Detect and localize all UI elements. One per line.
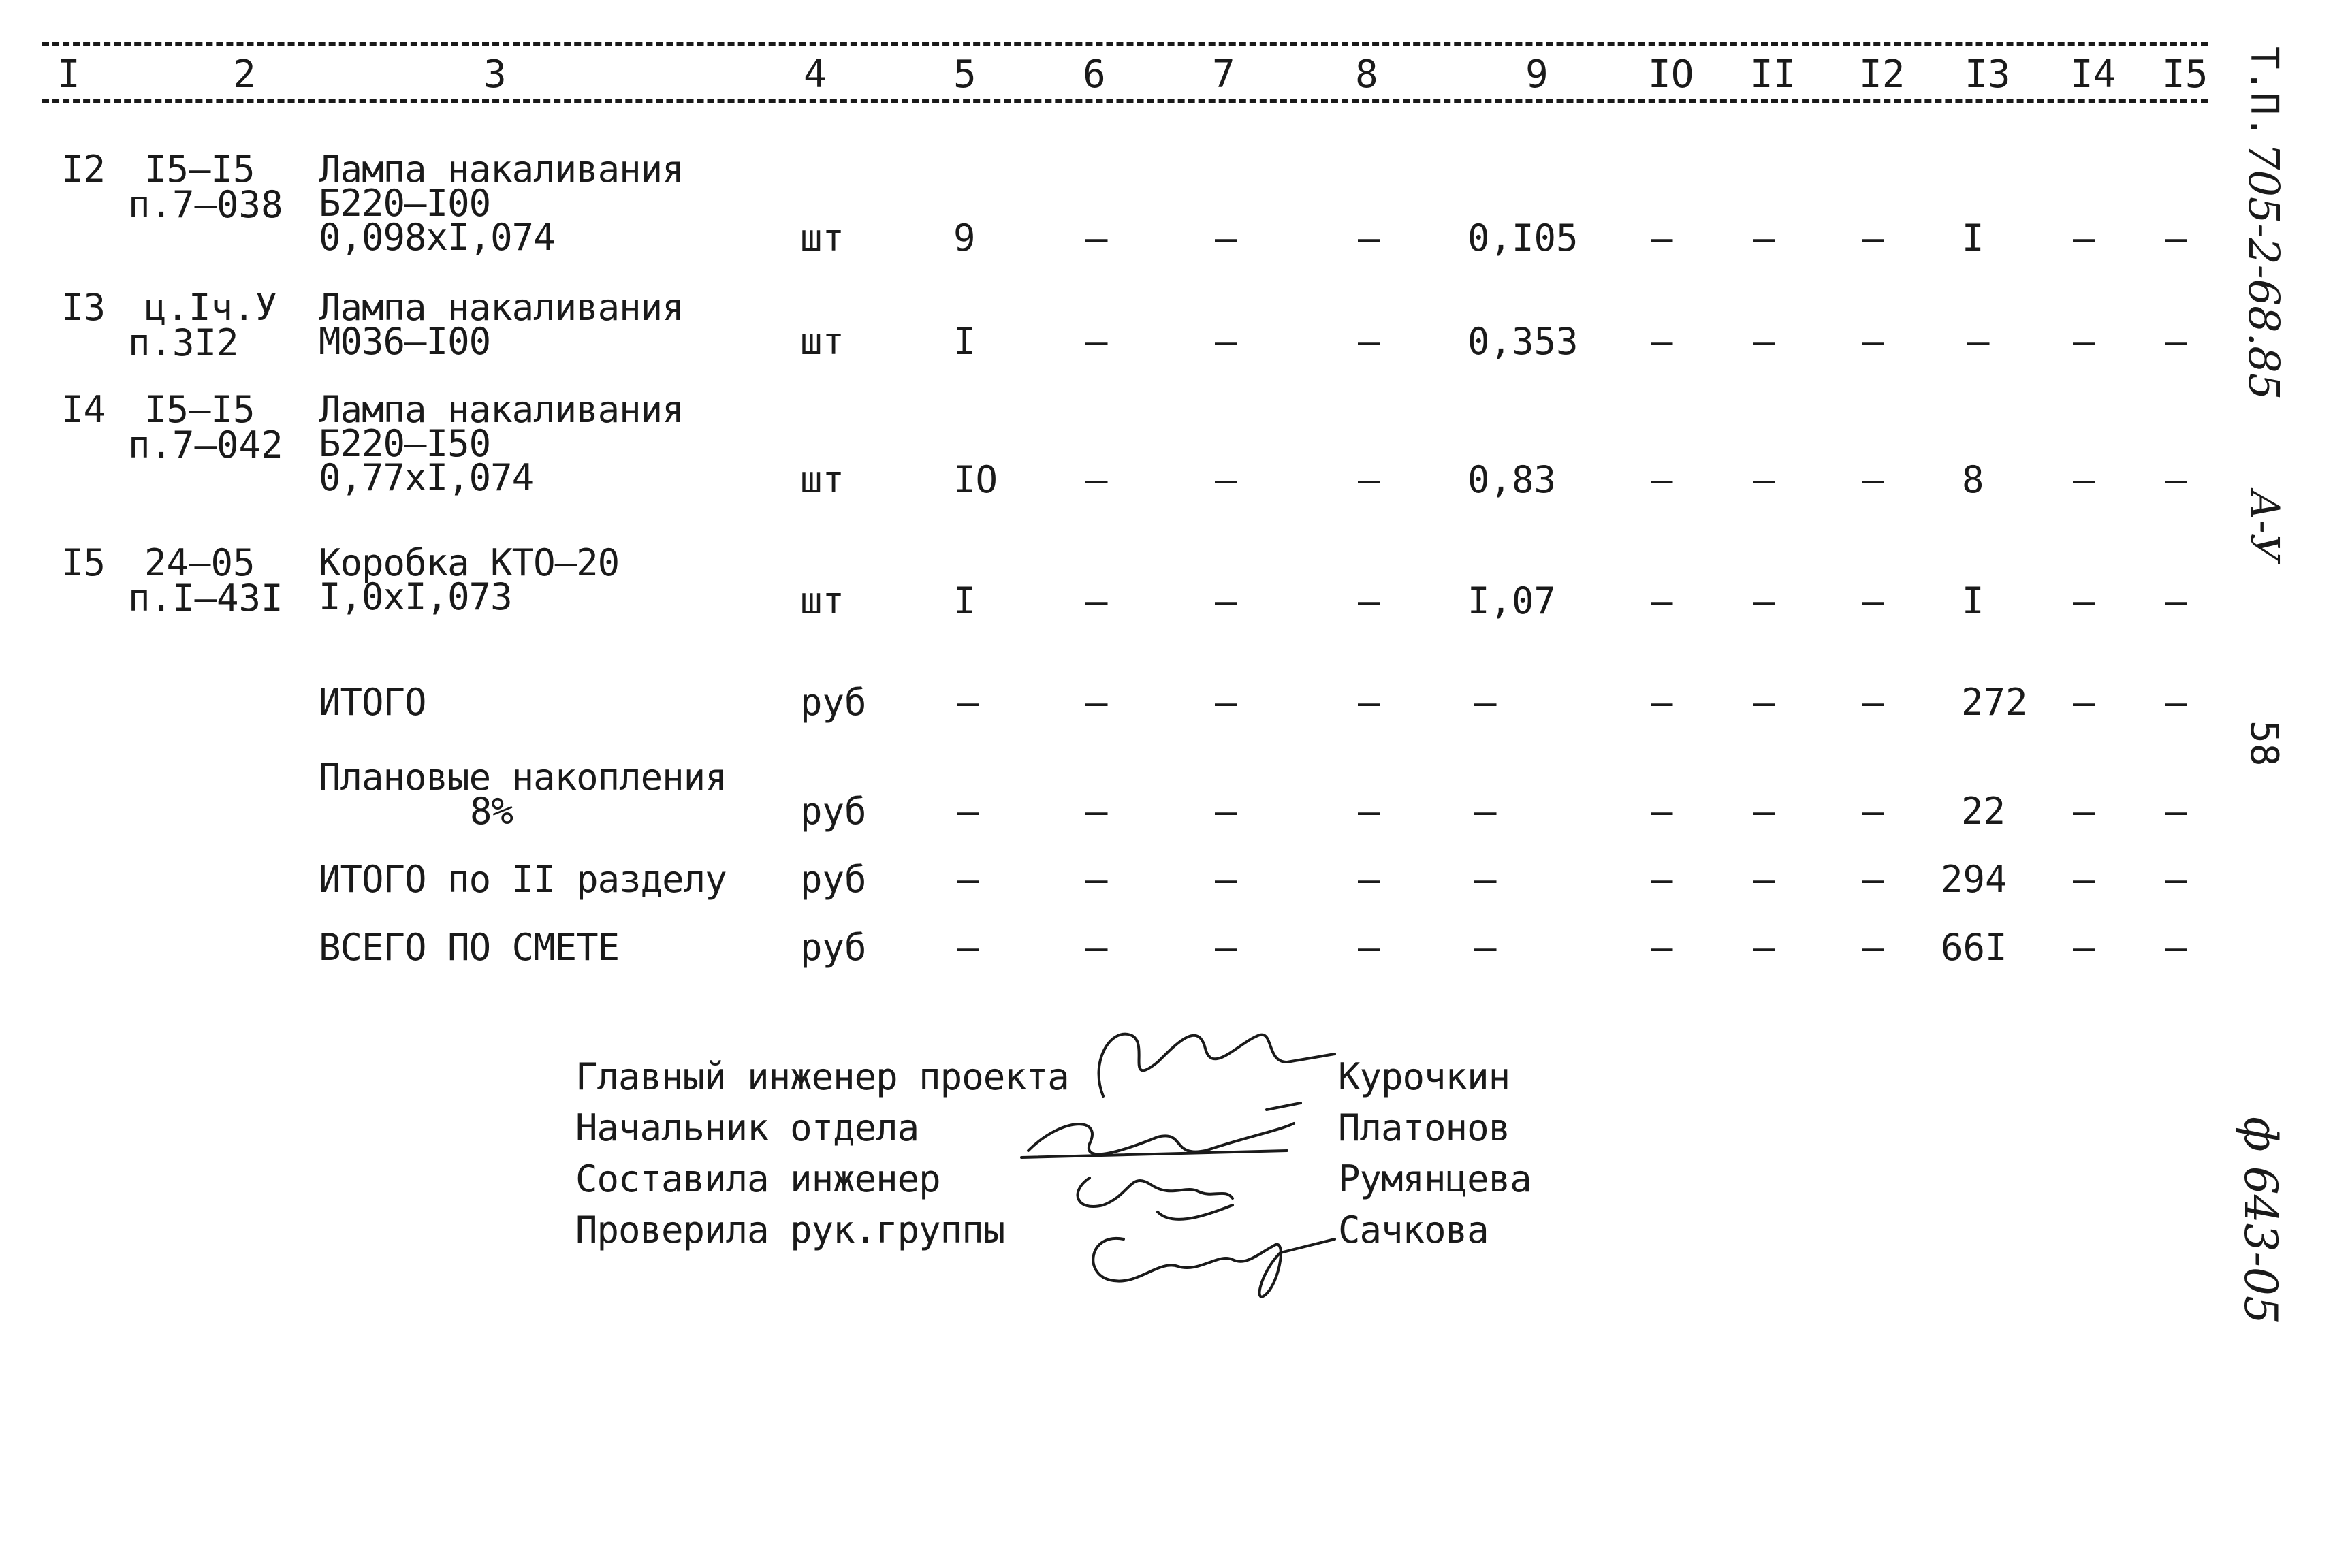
row-code: ц.Iч.У: [144, 286, 278, 329]
header-col-9: 9: [1525, 52, 1549, 97]
signature-role: Составила инженер: [575, 1157, 940, 1200]
total-c7: –: [1215, 926, 1237, 969]
row-c9: 0,353: [1467, 320, 1578, 363]
total-c13: 294: [1941, 858, 2007, 901]
total-col5: –: [957, 790, 979, 833]
row-c14: –: [2073, 320, 2095, 363]
row-c13: I: [1962, 579, 1984, 622]
signature-name: Курочкин: [1338, 1055, 1510, 1098]
total-c9: –: [1474, 681, 1497, 724]
total-c14: –: [2073, 681, 2095, 724]
signature-name: Сачкова: [1338, 1209, 1489, 1251]
signature-sachkova: [1093, 1238, 1335, 1297]
row-c11: –: [1753, 320, 1775, 363]
total-c15: –: [2165, 858, 2187, 901]
total-c9: –: [1474, 926, 1497, 969]
row-code: I5–I5: [144, 148, 255, 191]
total-col5: –: [957, 681, 979, 724]
row-code: п.I–43I: [128, 577, 283, 620]
row-code: I5–I5: [144, 388, 255, 431]
row-c7: –: [1215, 217, 1237, 259]
row-unit: шт: [800, 320, 845, 363]
row-c8: –: [1358, 320, 1380, 363]
total-c14: –: [2073, 926, 2095, 969]
total-c7: –: [1215, 858, 1237, 901]
total-c12: –: [1862, 681, 1884, 724]
row-col5: IO: [953, 458, 998, 501]
total-c9: –: [1474, 790, 1497, 833]
total-c7: –: [1215, 681, 1237, 724]
row-c11: –: [1753, 458, 1775, 501]
total-c9: –: [1474, 858, 1497, 901]
total-c11: –: [1753, 926, 1775, 969]
row-name-line: 0,098хI,074: [319, 216, 555, 259]
row-code: п.7–038: [128, 183, 283, 226]
total-name-line: 8%: [470, 790, 513, 833]
total-c15: –: [2165, 681, 2187, 724]
header-col-3: 3: [483, 52, 507, 97]
row-c12: –: [1862, 217, 1884, 259]
row-c8: –: [1358, 579, 1380, 622]
total-c14: –: [2073, 790, 2095, 833]
total-c6: –: [1085, 926, 1108, 969]
total-col5: –: [957, 858, 979, 901]
row-name-line: М036–I00: [319, 320, 491, 363]
row-c12: –: [1862, 320, 1884, 363]
total-c13: 66I: [1941, 926, 2007, 969]
row-c13: –: [1967, 320, 1990, 363]
row-unit: шт: [800, 458, 845, 501]
row-name-line: Коробка КТО–20: [319, 541, 620, 584]
signature-role: Главный инженер проекта: [575, 1055, 1069, 1098]
row-c14: –: [2073, 579, 2095, 622]
row-name-line: 0,77хI,074: [319, 456, 534, 499]
total-c6: –: [1085, 858, 1108, 901]
total-c10: –: [1651, 858, 1673, 901]
row-c10: –: [1651, 579, 1673, 622]
row-code: 24–05: [144, 541, 255, 584]
header-col-8: 8: [1355, 52, 1378, 97]
header-col-14: I4: [2070, 52, 2116, 97]
row-c7: –: [1215, 458, 1237, 501]
row-c7: –: [1215, 579, 1237, 622]
inventory-number: ф 643-05: [2234, 1117, 2287, 1324]
total-c12: –: [1862, 858, 1884, 901]
row-name-line: Лампа накаливания: [319, 286, 684, 329]
total-c6: –: [1085, 681, 1108, 724]
row-c14: –: [2073, 217, 2095, 259]
row-c8: –: [1358, 458, 1380, 501]
row-c12: –: [1862, 458, 1884, 501]
row-c6: –: [1085, 217, 1108, 259]
row-c11: –: [1753, 579, 1775, 622]
row-unit: шт: [800, 579, 845, 622]
total-c12: –: [1862, 926, 1884, 969]
header-col-5: 5: [953, 52, 977, 97]
total-c13: 22: [1961, 790, 2006, 833]
total-col5: –: [957, 926, 979, 969]
row-c11: –: [1753, 217, 1775, 259]
total-unit: руб: [800, 926, 867, 969]
total-c11: –: [1753, 790, 1775, 833]
row-code: п.3I2: [128, 321, 239, 364]
row-col5: I: [953, 579, 976, 622]
row-col5: I: [953, 320, 976, 363]
row-number: I5: [61, 541, 106, 584]
page-number: 58: [2242, 720, 2286, 767]
row-number: I2: [61, 148, 106, 191]
total-c10: –: [1651, 926, 1673, 969]
row-name-line: Б220–I50: [319, 422, 491, 465]
row-col5: 9: [953, 217, 976, 259]
total-c8: –: [1358, 681, 1380, 724]
total-c12: –: [1862, 790, 1884, 833]
series-label: Т.П.: [2242, 46, 2286, 138]
total-c11: –: [1753, 681, 1775, 724]
total-unit: руб: [800, 681, 867, 724]
total-unit: руб: [800, 858, 867, 901]
album-code: А-У: [2242, 490, 2288, 562]
row-name-line: Лампа накаливания: [319, 148, 684, 191]
total-c7: –: [1215, 790, 1237, 833]
signature-role: Проверила рук.группы: [575, 1209, 1005, 1251]
row-name-line: I,0хI,073: [319, 575, 512, 618]
row-c9: 0,I05: [1467, 217, 1578, 259]
header-col-4: 4: [804, 52, 827, 97]
header-col-1: I: [57, 52, 80, 97]
row-c9: I,07: [1467, 579, 1557, 622]
header-col-7: 7: [1212, 52, 1235, 97]
signature-kurochkin: [1099, 1034, 1335, 1096]
row-code: п.7–042: [128, 423, 283, 466]
row-c12: –: [1862, 579, 1884, 622]
row-c15: –: [2165, 579, 2187, 622]
row-c6: –: [1085, 458, 1108, 501]
row-c13: 8: [1962, 458, 1984, 501]
total-c11: –: [1753, 858, 1775, 901]
signature-rumyantseva: [1078, 1178, 1233, 1219]
row-c13: I: [1962, 217, 1984, 259]
signature-role: Начальник отдела: [575, 1106, 919, 1149]
row-c10: –: [1651, 217, 1673, 259]
total-name-line: ИТОГО по II разделу: [319, 858, 727, 901]
total-name-line: ИТОГО: [319, 681, 426, 724]
total-c15: –: [2165, 790, 2187, 833]
header-col-13: I3: [1965, 52, 2011, 97]
row-unit: шт: [800, 217, 845, 259]
row-name-line: Лампа накаливания: [319, 388, 684, 431]
total-c8: –: [1358, 858, 1380, 901]
row-c9: 0,83: [1467, 458, 1557, 501]
row-c6: –: [1085, 579, 1108, 622]
total-unit: руб: [800, 790, 867, 833]
row-c8: –: [1358, 217, 1380, 259]
row-number: I3: [61, 286, 106, 329]
total-name-line: ВСЕГО ПО СМЕТЕ: [319, 926, 620, 969]
total-name-line: Плановые накопления: [319, 756, 727, 799]
row-c7: –: [1215, 320, 1237, 363]
header-col-15: I5: [2162, 52, 2208, 97]
signature-name: Платонов: [1338, 1106, 1510, 1149]
row-c10: –: [1651, 320, 1673, 363]
header-col-11: II: [1750, 52, 1796, 97]
total-c14: –: [2073, 858, 2095, 901]
total-c8: –: [1358, 926, 1380, 969]
total-c8: –: [1358, 790, 1380, 833]
row-c15: –: [2165, 320, 2187, 363]
row-c6: –: [1085, 320, 1108, 363]
row-c14: –: [2073, 458, 2095, 501]
total-c6: –: [1085, 790, 1108, 833]
header-col-10: IO: [1648, 52, 1694, 97]
signature-platonov: [1021, 1103, 1301, 1157]
row-number: I4: [61, 388, 106, 431]
total-c15: –: [2165, 926, 2187, 969]
header-col-2: 2: [233, 52, 256, 97]
header-col-12: I2: [1859, 52, 1905, 97]
total-c10: –: [1651, 790, 1673, 833]
row-c15: –: [2165, 458, 2187, 501]
row-name-line: Б220–I00: [319, 182, 491, 225]
total-c10: –: [1651, 681, 1673, 724]
total-c13: 272: [1961, 681, 2028, 724]
signature-name: Румянцева: [1338, 1157, 1531, 1200]
row-c15: –: [2165, 217, 2187, 259]
header-col-6: 6: [1083, 52, 1106, 97]
row-c10: –: [1651, 458, 1673, 501]
series-number: 705-2-68.85: [2239, 143, 2289, 400]
